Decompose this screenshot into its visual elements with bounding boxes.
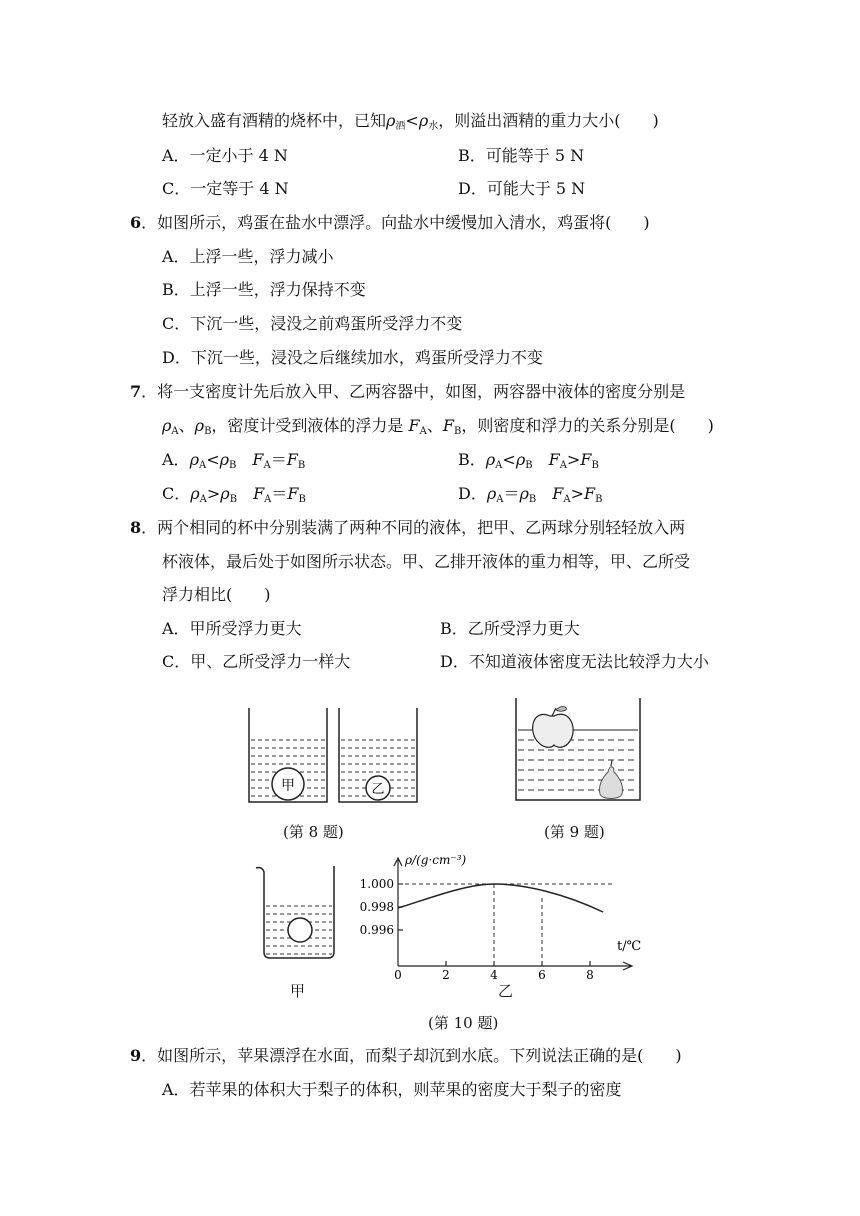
beaker	[256, 866, 334, 958]
x-tick-6: 6	[538, 968, 546, 980]
density-curve	[398, 884, 603, 912]
x-tick-2: 2	[442, 968, 450, 980]
q6-option-d[interactable]: D．下沉一些，浸没之后继续加水，鸡蛋所受浮力不变	[162, 348, 543, 367]
q9-option-a[interactable]: A．若苹果的体积大于梨子的体积，则苹果的密度大于梨子的密度	[162, 1080, 622, 1099]
y-tick-0996: 0.996	[359, 923, 394, 937]
pear	[599, 760, 622, 799]
q5-stem-line: 轻放入盛有酒精的烧杯中，已知$\rho_酒<\rho_水$，则溢出酒精的重力大小( )	[162, 111, 659, 132]
x-tick-4: 4	[490, 968, 498, 980]
q8-option-b[interactable]: B．乙所受浮力更大	[440, 619, 580, 638]
q5-option-d[interactable]: D．可能大于 5 N	[458, 179, 586, 198]
graph-xlabel: t/℃	[617, 939, 642, 954]
graph-ylabel: ρ/(g·cm⁻³)	[405, 853, 467, 867]
y-tick-0998: 0.998	[359, 900, 394, 914]
fig10-label-yi: 乙	[498, 982, 514, 1000]
q5-option-c[interactable]: C．一定等于 4 N	[162, 179, 289, 198]
q7-option-a[interactable]: A．$\rho_A<\rho_B$ $F_A=F_B$	[162, 450, 306, 471]
q6-option-a[interactable]: A．上浮一些，浮力减小	[162, 247, 334, 266]
fig10-graph	[355, 850, 645, 980]
q8-option-c[interactable]: C．甲、乙所受浮力一样大	[162, 652, 351, 671]
fig10-caption: (第 10 题)	[428, 1014, 499, 1032]
fig10-label-jia: 甲	[290, 982, 306, 1000]
q8-stem-line1: 8．两个相同的杯中分别装满了两种不同的液体，把甲、乙两球分别轻轻放入两	[130, 518, 686, 537]
fig10-beaker	[254, 862, 344, 962]
ball-jia-label: 甲	[281, 778, 295, 794]
q7-stem-line1: 7．将一支密度计先后放入甲、乙两容器中，如图，两容器中液体的密度分别是	[130, 382, 686, 401]
q6-stem: 6．如图所示，鸡蛋在盐水中漂浮。向盐水中缓慢加入清水，鸡蛋将( )	[130, 213, 650, 232]
q8-stem-line3: 浮力相比( )	[162, 585, 271, 604]
q7-stem-line2: $\rho_A$、$\rho_B$，密度计受到液体的浮力是 $F_A$、$F_B$，则密度和浮力的关系分别是( )	[162, 416, 714, 437]
q7-option-b[interactable]: B．$\rho_A<\rho_B$ $F_A>F_B$	[458, 450, 599, 471]
x-tick-0: 0	[394, 968, 402, 980]
fig9-caption: (第 9 题)	[544, 823, 605, 841]
x-tick-8: 8	[586, 968, 594, 980]
q5-option-b[interactable]: B．可能等于 5 N	[458, 146, 585, 165]
apple	[533, 707, 573, 748]
q8-option-a[interactable]: A．甲所受浮力更大	[162, 619, 302, 638]
fig9-tank	[510, 694, 646, 806]
ball-yi-label: 乙	[371, 782, 385, 797]
y-tick-1000: 1.000	[359, 877, 394, 891]
q7-option-c[interactable]: C．$\rho_A>\rho_B$ $F_A=F_B$	[162, 484, 306, 505]
q6-option-c[interactable]: C．下沉一些，浸没之前鸡蛋所受浮力不变	[162, 314, 463, 333]
q8-option-d[interactable]: D．不知道液体密度无法比较浮力大小	[440, 652, 709, 671]
fig8-cups	[240, 706, 430, 806]
q7-option-d[interactable]: D．$\rho_A=\rho_B$ $F_A>F_B$	[458, 484, 603, 505]
q6-option-b[interactable]: B．上浮一些，浮力保持不变	[162, 280, 366, 299]
q8-stem-line2: 杯液体，最后处于如图所示状态。甲、乙排开液体的重力相等，甲、乙所受	[162, 552, 691, 571]
q9-stem: 9．如图所示，苹果漂浮在水面，而梨子却沉到水底。下列说法正确的是( )	[130, 1046, 682, 1065]
fig8-caption: (第 8 题)	[283, 823, 344, 841]
q5-option-a[interactable]: A．一定小于 4 N	[162, 146, 288, 165]
ball-in-beaker	[288, 918, 312, 942]
